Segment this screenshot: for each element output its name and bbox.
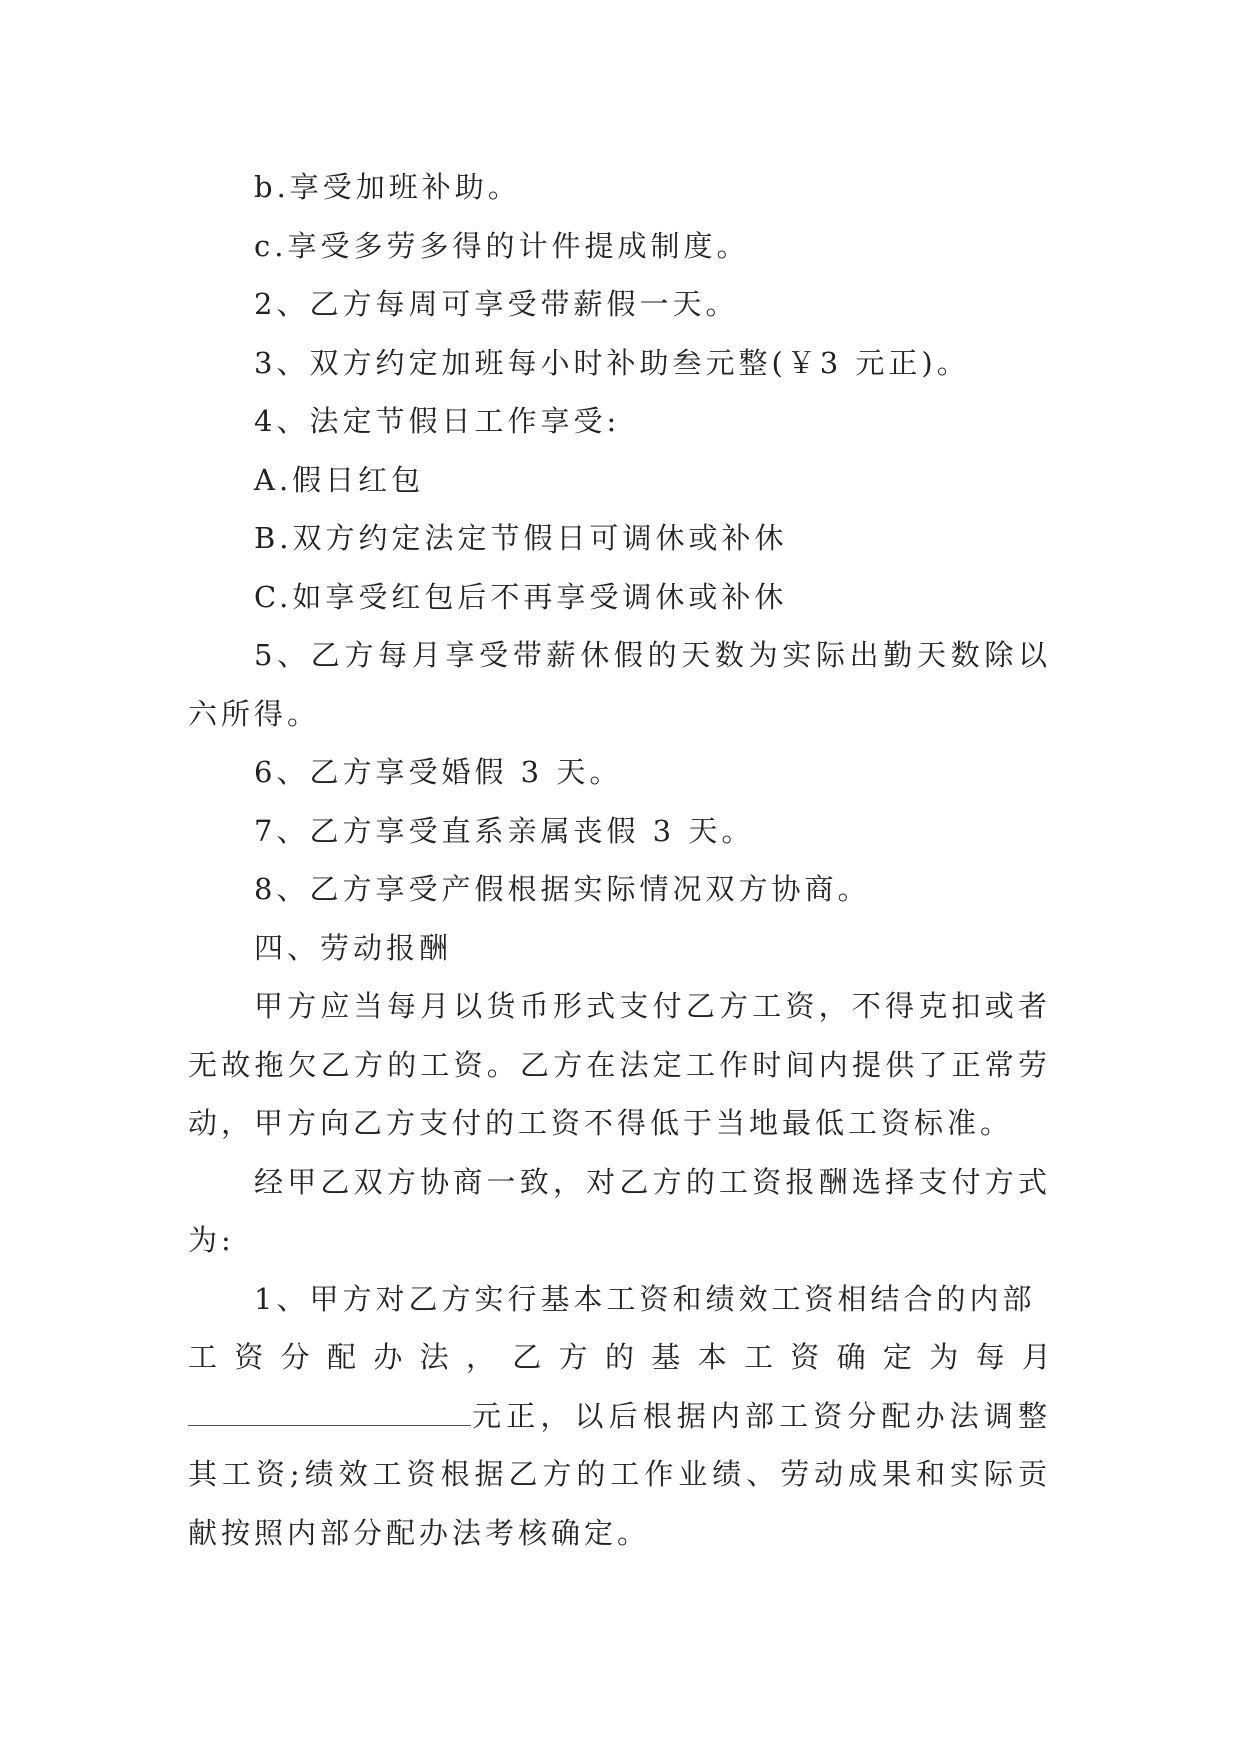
salary-clause-char: 确 (836, 1340, 866, 1374)
salary-clause-char: 资 (234, 1340, 264, 1374)
salary-clause-char: 方 (558, 1340, 588, 1374)
paragraph-holiday-benefits: 4、法定节假日工作享受: (254, 404, 621, 438)
paragraph-bereavement-leave: 7、乙方享受直系亲属丧假 3 天。 (254, 813, 755, 848)
paragraph-holiday-compensatory-leave: B.双方约定法定节假日可调休或补休 (254, 521, 788, 555)
salary-clause-char: 办 (373, 1340, 403, 1374)
salary-clause-char: 基 (651, 1340, 681, 1374)
salary-clause-char: 月 (1021, 1340, 1051, 1374)
paragraph-holiday-red-packet: A.假日红包 (254, 462, 425, 497)
base-salary-blank-field[interactable] (188, 1401, 471, 1426)
paragraph-overtime-rate: 3、双方约定加班每小时补助叁元整(￥3 元正)。 (254, 345, 970, 380)
salary-clause-char: 工 (188, 1340, 218, 1374)
salary-clause-char: 资 (790, 1340, 820, 1374)
salary-clause-char: 工 (743, 1340, 773, 1374)
document-body (188, 158, 1051, 1562)
salary-clause-char: 法 (419, 1340, 449, 1374)
salary-clause-char: ， (465, 1340, 495, 1374)
paragraph-marriage-leave: 6、乙方享受婚假 3 天。 (254, 755, 623, 789)
paragraph-weekly-paid-leave: 2、乙方每周可享受带薪假一天。 (254, 287, 739, 321)
salary-clause-char: 配 (326, 1340, 356, 1374)
paragraph-red-packet-exclusion: C.如享受红包后不再享受调休或补休 (254, 579, 788, 614)
paragraph-wage-payment: 甲方应当每月以货币形式支付乙方工资，不得克扣或者无故拖欠乙方的工资。乙方在法定工作时间内提供了正常劳动，甲方向乙方支付的工资不得低于当地最低工资标准。 (188, 989, 1051, 1140)
salary-clause-char: 乙 (512, 1340, 542, 1374)
salary-clause-char: 每 (975, 1340, 1005, 1374)
salary-clause-char: 本 (697, 1340, 727, 1374)
salary-clause-char: 分 (280, 1340, 310, 1374)
salary-clause-char: 为 (929, 1340, 959, 1374)
salary-clause-line-2 (188, 1328, 1051, 1387)
salary-clause-char: 定 (882, 1340, 912, 1374)
paragraph-monthly-paid-leave: 5、乙方每月享受带薪休假的天数为实际出勤天数除以六所得。 (188, 638, 1051, 731)
salary-clause-remainder: 元正，以后根据内部工资分配办法调整其工资;绩效工资根据乙方的工作业绩、劳动成果和实际贡献按照内部分配办法考核确定。 (188, 1398, 1051, 1550)
salary-clause-char: 的 (604, 1340, 634, 1374)
paragraph-overtime-subsidy: b.享受加班补助。 (254, 170, 521, 204)
salary-clause-line-3 (188, 1387, 1051, 1563)
paragraph-maternity-leave: 8、乙方享受产假根据实际情况双方协商。 (254, 872, 871, 906)
paragraph-piecework-commission: c.享受多劳多得的计件提成制度。 (254, 228, 750, 263)
section-heading-labor-remuneration: 四、劳动报酬 (254, 930, 453, 965)
paragraph-payment-method: 经甲乙双方协商一致，对乙方的工资报酬选择支付方式为: (188, 1164, 1051, 1257)
paragraph-salary-clause (188, 1270, 1051, 1563)
salary-clause-line-1: 1、甲方对乙方实行基本工资和绩效工资相结合的内部 (254, 1281, 1036, 1316)
